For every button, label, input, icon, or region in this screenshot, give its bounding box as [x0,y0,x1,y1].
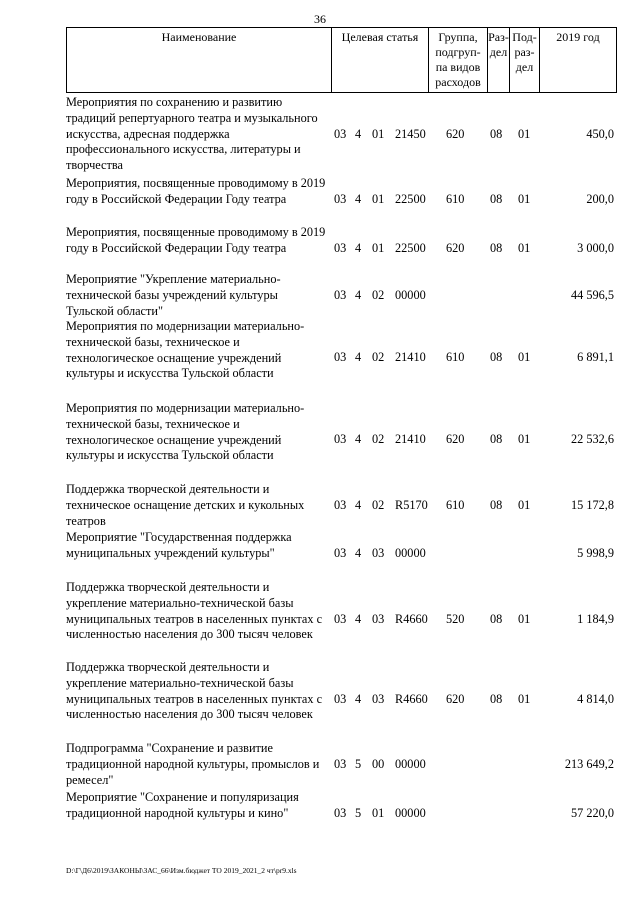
row-program-code: 03 [334,806,347,820]
row-direction-code: 21450 [395,127,426,141]
row-subprogram-code: 4 [355,288,362,302]
row-subsection-code: 01 [518,241,531,255]
row-name: Поддержка творческой деятельности и укрепление материально-технической базы муниципальных театров в населенных пунктах с численностью населения до 300 тысяч человек [66,580,323,642]
row-direction-code: 21410 [395,432,426,446]
row-subsection-code: 01 [518,350,531,364]
row-direction-code: 00000 [395,757,426,771]
row-direction-code: 00000 [395,288,426,302]
row-subprogram-code: 4 [355,432,362,446]
header-target: Целевая статья [341,30,419,44]
row-measure-code: 02 [372,498,385,512]
row-measure-code: 00 [372,757,385,771]
row-direction-code: 00000 [395,546,426,560]
row-measure-code: 03 [372,692,385,706]
table-row [66,225,617,273]
row-section-code: 08 [490,432,503,446]
row-subprogram-code: 5 [355,757,362,771]
header-subsection-line: дел [515,60,534,74]
row-subsection-code: 01 [518,692,531,706]
row-name: Мероприятия, посвященные проводимому в 2019 году в Российской Федерации Году театра [66,176,326,206]
row-program-code: 03 [334,757,347,771]
row-amount: 4 814,0 [577,692,614,706]
row-amount: 1 184,9 [577,612,614,626]
header-subsection [510,30,539,94]
row-subprogram-code: 4 [355,546,362,560]
row-amount: 200,0 [586,192,614,206]
row-program-code: 03 [334,241,347,255]
row-subprogram-code: 4 [355,192,362,206]
table-row [66,482,617,530]
table-row [66,95,617,175]
row-section-code: 08 [490,127,503,141]
row-amount: 6 891,1 [577,350,614,364]
row-measure-code: 01 [372,192,385,206]
row-measure-code: 02 [372,350,385,364]
row-group-code: 610 [446,498,465,512]
row-measure-code: 03 [372,612,385,626]
table-row [66,580,617,661]
row-direction-code: 22500 [395,241,426,255]
row-subprogram-code: 4 [355,498,362,512]
row-subsection-code: 01 [518,612,531,626]
row-direction-code: 00000 [395,806,426,820]
row-subsection-code: 01 [518,192,531,206]
row-subsection-code: 01 [518,498,531,512]
header-group-line: подгруп- [435,45,481,59]
row-measure-code: 01 [372,806,385,820]
row-section-code: 08 [490,350,503,364]
row-program-code: 03 [334,612,347,626]
file-path-footer: D:\Г\Д6\2019\ЗАКОНЫ\ЗАС_66\Изм.бюджет ТО 2019_2021_2 чт\pr9.xls [66,866,297,875]
row-subprogram-code: 4 [355,350,362,364]
header-section-line: Раз- [488,30,509,44]
row-amount: 5 998,9 [577,546,614,560]
header-year: 2019 год [556,30,600,44]
row-subsection-code: 01 [518,127,531,141]
row-group-code: 620 [446,432,465,446]
row-section-code: 08 [490,498,503,512]
table-row [66,401,617,465]
row-program-code: 03 [334,192,347,206]
row-name: Мероприятие "Сохранение и популяризация традиционной народной культуры и кино" [66,790,299,820]
row-program-code: 03 [334,127,347,141]
row-program-code: 03 [334,692,347,706]
row-amount: 450,0 [586,127,614,141]
row-name: Мероприятия, посвященные проводимому в 2019 году в Российской Федерации Году театра [66,225,326,255]
row-section-code: 08 [490,692,503,706]
row-name: Мероприятия по сохранению и развитию традиций репертуарного театра и музыкального искусства, адресная поддержка профессионального искусства, литературы и творчества [66,95,318,173]
header-group-line: расходов [435,75,481,89]
header-subsection-line: раз- [514,45,535,59]
row-amount: 213 649,2 [564,757,614,771]
row-measure-code: 02 [372,288,385,302]
row-name: Мероприятие "Государственная поддержка муниципальных учреждений культуры" [66,530,292,560]
row-amount: 57 220,0 [570,806,614,820]
table-row [66,272,617,319]
row-amount: 15 172,8 [570,498,614,512]
table-row [66,660,617,740]
row-program-code: 03 [334,498,347,512]
table-row [66,790,617,823]
row-amount: 44 596,5 [570,288,614,302]
row-name: Поддержка творческой деятельности и техническое оснащение детских и кукольных театров [66,482,305,528]
row-subprogram-code: 4 [355,241,362,255]
row-section-code: 08 [490,241,503,255]
header-section-line: дел [489,45,508,59]
row-measure-code: 02 [372,432,385,446]
header-name: Наименование [161,30,237,44]
row-amount: 22 532,6 [570,432,614,446]
header-group-line: Группа, [438,30,478,44]
row-group-code: 610 [446,350,465,364]
row-measure-code: 03 [372,546,385,560]
row-direction-code: 22500 [395,192,426,206]
header-group-line: па видов [435,60,481,74]
header-section [488,30,509,94]
row-name: Мероприятия по модернизации материально-технической базы, техническое и технологическое оснащение учреждений культуры и искусства Тульской области [66,401,305,463]
row-program-code: 03 [334,350,347,364]
row-subprogram-code: 4 [355,612,362,626]
row-name: Мероприятие "Укрепление материально-технической базы учреждений культуры Тульской области" [66,272,281,318]
row-group-code: 610 [446,192,465,206]
row-subsection-code: 01 [518,432,531,446]
table-header [66,27,617,93]
table-row [66,530,617,563]
row-program-code: 03 [334,546,347,560]
row-direction-code: 21410 [395,350,426,364]
row-program-code: 03 [334,288,347,302]
row-group-code: 620 [446,241,465,255]
row-amount: 3 000,0 [577,241,614,255]
row-name: Поддержка творческой деятельности и укрепление материально-технической базы муниципальных театров в населенных пунктах с численностью населения до 300 тысяч человек [66,660,323,722]
row-name: Подпрограмма "Сохранение и развитие традиционной народной культуры, промыслов и ремесел" [66,741,320,787]
table-row [66,176,617,224]
row-name: Мероприятия по модернизации материально-технической базы, техническое и технологическое оснащение учреждений культуры и искусства Тульской области [66,319,305,381]
row-measure-code: 01 [372,241,385,255]
row-subprogram-code: 4 [355,692,362,706]
row-group-code: 620 [446,127,465,141]
row-section-code: 08 [490,612,503,626]
row-direction-code: R4660 [395,692,428,706]
row-subprogram-code: 5 [355,806,362,820]
row-subprogram-code: 4 [355,127,362,141]
header-group [429,30,487,94]
row-direction-code: R5170 [395,498,428,512]
row-measure-code: 01 [372,127,385,141]
row-program-code: 03 [334,432,347,446]
page-number: 36 [314,12,326,26]
header-subsection-line: Под- [512,30,537,44]
row-group-code: 620 [446,692,465,706]
row-group-code: 520 [446,612,465,626]
row-section-code: 08 [490,192,503,206]
table-row [66,319,617,383]
row-direction-code: R4660 [395,612,428,626]
table-row [66,741,617,788]
